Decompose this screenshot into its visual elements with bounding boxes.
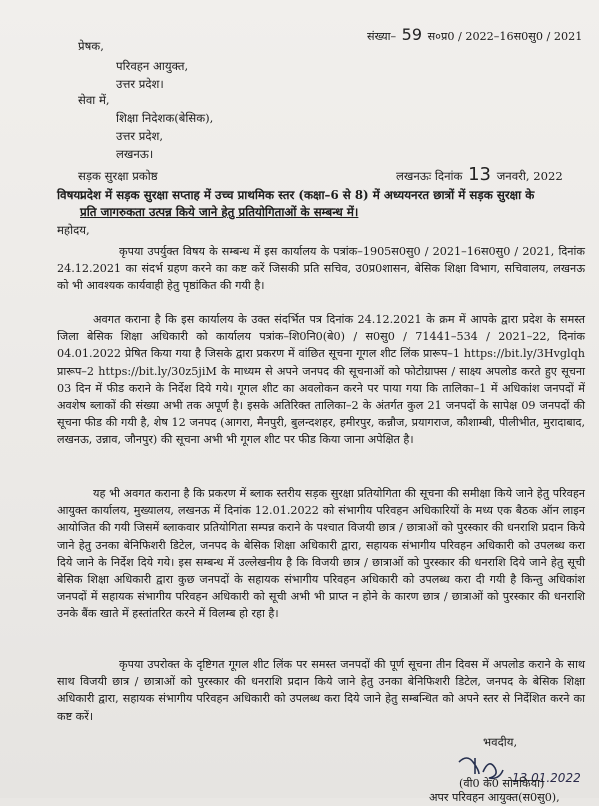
- paragraph-1: कृपया उपर्युक्त विषय के सम्बन्ध में इस कार्यालय के पत्रांक–1905स0सु0 / 2021–16स0सु0 / 2021, दिनांक 24.12.2021 का संदर्भ ग्रहण करने का कष्ट करें जिसकी प्रति सचिव, उ0प्र0शासन, बेसिक शिक्षा विभाग, सचिवालय, लखनऊ को भी आवश्यक कार्यवाही हेतु पृष्ठांकित की गयी है।: [57, 245, 585, 293]
- subject-line-1: प्रदेश में सड़क सुरक्षा सप्ताह में उच्च प्राथमिक स्तर (कक्षा–6 से 8) में अध्ययनरत छात्रों में सड़क सुरक्षा के: [80, 188, 535, 202]
- paragraph-4: कृपया उपरोक्त के दृष्टिगत गूगल शीट लिंक पर समस्त जनपदों की पूर्ण सूचना तीन दिवस में अपलोड कराने के साथ साथ विजयी छात्र / छात्राओं को पुरस्कार की धनराशि प्रदान किये जाने हेतु उनका बेनिफिशरी डिटेल, जनपद के बेसिक शिक्षा अधिकारी द्वारा, सहायक संभागीय परिवहन अधिकारी को उपलब्ध करा दिये जाने हेतु सम्बन्धित को अपने स्तर से निर्देशित करने का कष्ट करें।: [57, 658, 585, 723]
- sender-name: परिवहन आयुक्त,: [116, 59, 189, 73]
- recipient-city: लखनऊ।: [116, 147, 154, 161]
- signatory-designation: अपर परिवहन आयुक्त(स0सु0),: [429, 791, 560, 804]
- recipient-name: शिक्षा निदेशक(बेसिक),: [116, 111, 214, 125]
- sender-place: उत्तर प्रदेश।: [116, 77, 164, 91]
- signature-date: 13.01.2022: [512, 771, 581, 785]
- signatory-name: (वी0 के0 सोनकिया): [459, 777, 545, 790]
- letter-number-handwritten: 59: [401, 25, 423, 44]
- date-prefix: लखनऊः दिनांक: [396, 169, 463, 183]
- recipient-state: उत्तर प्रदेश,: [116, 129, 164, 143]
- department: सड़क सुरक्षा प्रकोष्ठ: [78, 169, 158, 183]
- salutation: महोदय,: [57, 223, 90, 237]
- valediction: भवदीय,: [483, 735, 518, 749]
- paragraph-2: अवगत कराना है कि इस कार्यालय के उक्त संदर्भित पत्र दिनांक 24.12.2021 के क्रम में आपके द्वारा प्रदेश के समस्त जिला बेसिक शिक्षा अधिकारी को कार्यालय पत्रांक–शि0नि0(बे0) / स0सु0 / 71441–534 / 2021–22, दिनांक 04.01.2022 प्रेषित किया गया है जिसके द्वारा प्रकरण में वांछित सूचना गूगल शीट लिंक प्रारूप–1 https://bit.ly/3Hvglqh प्रारूप–2 https://bit.ly/30z5jiM के माध्यम से अपने जनपद की सूचनाओं को फोटोग्राफ्स / साक्ष्य अपलोड करते हुए सूचना 03 दिन में फीड कराने के निर्देश दिये गये। गूगल शीट का अवलोकन करने पर पाया गया कि तालिका–1 में अधिकांश जनपदों में अवशेष ब्लाकों की संख्या अभी तक अपूर्ण है। इसके अतिरिक्त तालिका–2 के अंतर्गत कुल 21 जनपदों के सापेक्ष 09 जनपदों की सूचना फीड की गयी है, शेष 12 जनपद (आगरा, मैनपुरी, बुलन्दशहर, हमीरपुर, कन्नौज, प्रयागराज, कौशाम्बी, पीलीभीत, मुरादाबाद, लखनऊ, उन्नाव, जौनपुर) की सूचना अभी भी गूगल शीट पर फीड किया जाना अपेक्षित है।: [57, 313, 585, 447]
- date-suffix: जनवरी, 2022: [496, 169, 563, 183]
- sender-label: प्रेषक,: [78, 39, 104, 53]
- letter-number-prefix: संख्या–: [367, 30, 397, 43]
- letter-number-suffix: स०प्र0 / 2022–16स0सु0 / 2021: [427, 30, 583, 43]
- subject-label: विषयः: [57, 188, 83, 202]
- paragraph-3: यह भी अवगत कराना है कि प्रकरण में ब्लाक स्तरीय सड़क सुरक्षा प्रतियोगिता की सूचना की समीक्षा किये जाने हेतु परिवहन आयुक्त कार्यालय, मुख्यालय, लखनऊ में दिनांक 12.01.2022 को संभागीय परिवहन अधिकारियों के मध्य एक बैठक ऑन लाइन आयोजित की गयी जिसमें ब्लाकवार प्रतियोगिता सम्पन्न कराने के पश्चात विजयी छात्र / छात्राओं को पुरस्कार की धनराशि प्रदान किये जाने हेतु उनका बेनिफिशरी डिटेल, जनपद के बेसिक शिक्षा अधिकारी द्वारा, सहायक संभागीय परिवहन अधिकारी को उपलब्ध करा दिये जाने के निर्देश दिये गये। इस सम्बन्ध में उल्लेखनीय है कि विजयी छात्र / छात्राओं को पुरस्कार की धनराशि दिये जाने हेतु सूची बेसिक शिक्षा अधिकारी द्वारा कुछ जनपदों के सहायक संभागीय परिवहन अधिकारी को उपलब्ध करा दी गयी है किन्तु अधिकांश जनपदों में सहायक संभागीय परिवहन अधिकारी को सूची अभी भी प्राप्त न होने के कारण छात्र / छात्राओं को पुरस्कार की धनराशि उनके बैंक खाते में हस्तांतरित करने में विलम्ब हो रहा है।: [57, 487, 585, 621]
- letter-date: [396, 166, 563, 185]
- date-handwritten: 13: [468, 164, 492, 185]
- letter-number: [367, 26, 582, 45]
- subject-line-2: प्रति जागरुकता उत्पन्न किये जाने हेतु प्रतियोगिताओं के सम्बन्ध में।: [80, 205, 359, 219]
- recipient-label: सेवा में,: [78, 93, 110, 107]
